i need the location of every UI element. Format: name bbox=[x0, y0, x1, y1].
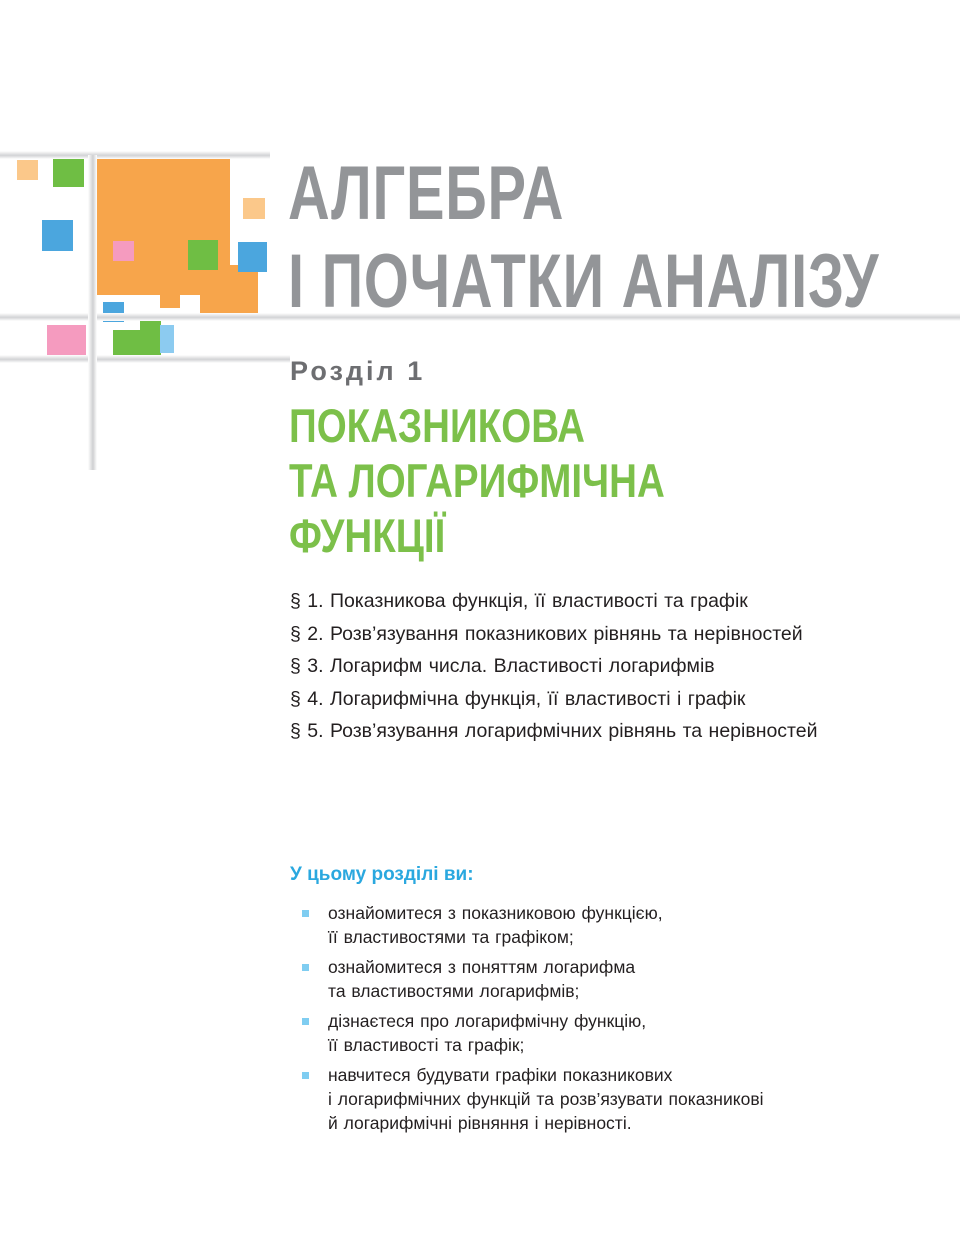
goal-text-line: ознайомитеся з показниковою функцією, bbox=[328, 903, 663, 923]
mosaic-square-small-orange bbox=[160, 290, 180, 308]
mosaic-square-orange bbox=[200, 265, 258, 320]
goal-text-line: її властивості та графік; bbox=[328, 1035, 525, 1055]
contents-item: § 2. Розв’язування показникових рівнянь та нерівностей bbox=[290, 622, 803, 645]
goal-item bbox=[300, 1009, 860, 1057]
section-label: Розділ 1 bbox=[290, 356, 426, 386]
goals-heading: У цьому розділі ви: bbox=[290, 864, 474, 885]
contents-item: § 5. Розв’язування логарифмічних рівнянь та нерівностей bbox=[290, 720, 818, 742]
decor-line-vertical bbox=[88, 155, 97, 470]
mosaic-square-blue bbox=[42, 220, 73, 251]
square-bullet-icon bbox=[302, 964, 309, 971]
mosaic-square-green bbox=[188, 240, 218, 270]
goal-text-line: та властивостями логарифмів; bbox=[328, 981, 580, 1001]
mosaic-square-light-orange bbox=[17, 160, 38, 180]
goal-item bbox=[300, 901, 860, 949]
chapter-title-line: ФУНКЦІЇ bbox=[289, 509, 446, 562]
mosaic-square-light-orange bbox=[243, 198, 265, 219]
contents-item: § 1. Показникова функція, її властивості та графік bbox=[290, 590, 748, 612]
book-title-line: І ПОЧАТКИ АНАЛІЗУ bbox=[288, 239, 880, 324]
square-bullet-icon bbox=[302, 1018, 309, 1025]
book-title bbox=[288, 150, 879, 326]
goal-item bbox=[300, 1063, 860, 1135]
goal-text-line: її властивостями та графіком; bbox=[328, 927, 574, 947]
mosaic-square-blue bbox=[238, 242, 267, 272]
goal-text-line: ознайомитеся з поняттям логарифма bbox=[328, 957, 636, 977]
book-title-line: АЛГЕБРА bbox=[288, 151, 565, 236]
contents-list bbox=[290, 585, 818, 748]
decor-line-top bbox=[0, 151, 270, 159]
goals-list bbox=[300, 901, 860, 1141]
goal-item bbox=[300, 955, 860, 1003]
goal-text-line: і логарифмічних функцій та розв’язувати показникові bbox=[328, 1089, 764, 1109]
mosaic-square-pink bbox=[113, 241, 134, 261]
square-bullet-icon bbox=[302, 1072, 309, 1079]
mosaic-square-light-blue bbox=[160, 325, 174, 353]
mosaic-square-green bbox=[53, 156, 84, 187]
chapter-title-line: ТА ЛОГАРИФМІЧНА bbox=[289, 454, 665, 507]
square-bullet-icon bbox=[302, 910, 309, 917]
contents-item: § 4. Логарифмічна функція, її властивості і графік bbox=[290, 687, 746, 710]
chapter-title-line: ПОКАЗНИКОВА bbox=[289, 399, 585, 452]
goal-text-line: навчитеся будувати графіки показникових bbox=[328, 1065, 673, 1085]
chapter-title bbox=[289, 398, 665, 563]
decor-line-bottom bbox=[0, 355, 290, 363]
goal-text-line: й логарифмічні рівняння і нерівності. bbox=[328, 1113, 632, 1133]
goal-text-line: дізнаєтеся про логарифмічну функцію, bbox=[328, 1011, 647, 1031]
contents-item: § 3. Логарифм числа. Властивості логарифмів bbox=[290, 655, 715, 677]
